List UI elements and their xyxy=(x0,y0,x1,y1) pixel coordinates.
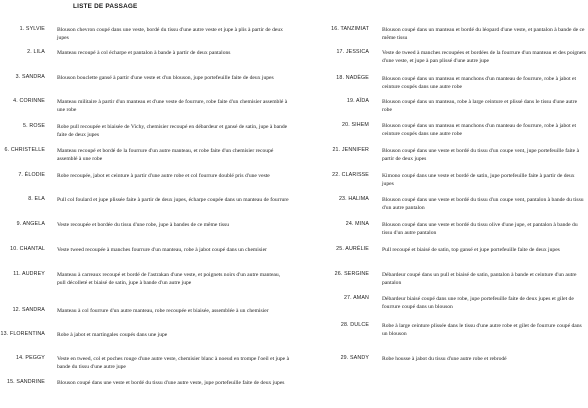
model-name: 3. SANDRA xyxy=(15,74,45,80)
model-name: 25. AURÉLIE xyxy=(336,246,369,252)
model-name: 17. JESSICA xyxy=(336,49,369,55)
outfit-description: Débardeur biaisé coupé dans une robe, jupe portefeuille faite de deux jupes et gilet de fourrure coupé dans un blouson xyxy=(382,296,574,310)
outfit-description: Blouson coupé dans un manteau et manchons d'un manteau de fourrure, robe à jabot et ceinture coupés dans une autre robe xyxy=(382,123,577,137)
model-name: 11. AUDREY xyxy=(13,271,45,277)
model-name: 23. HALIMA xyxy=(338,196,369,202)
model-name: 4. CORINNE xyxy=(13,98,45,104)
model-name: 9. ANGELA xyxy=(16,221,45,227)
outfit-description: Blouson bouclette gansé à partir d'une veste et d'un blouson, jupe portefeuille faite de deux jupes xyxy=(57,75,274,81)
outfit-description: Blouson coupé dans une veste et bordé du tissu olive d'une jupe, et pantalon à bande du tissu d'un autre pantalon xyxy=(382,222,578,236)
model-name: 16. TANZIMIAT xyxy=(331,26,369,32)
model-name: 19. AÏDA xyxy=(346,98,369,104)
model-name: 18. NADÈGE xyxy=(336,75,369,81)
model-name: 8. ELA xyxy=(28,196,45,202)
model-name: 29. SANDY xyxy=(340,355,369,361)
outfit-description: Robe à jabot et martingales coupés dans une jupe xyxy=(57,332,168,338)
model-name: 1. SYLVIE xyxy=(19,26,45,32)
model-name: 2. LILA xyxy=(27,49,45,55)
model-name: 10. CHANTAL xyxy=(10,246,45,252)
model-name: 22. CLARISSE xyxy=(332,172,369,178)
model-name: 15. SANDRINE xyxy=(6,379,45,385)
model-name: 6. CHRISTELLE xyxy=(4,147,45,153)
model-name: 20. SIHEM xyxy=(342,122,369,128)
outfit-description: Débardeur coupé dans un pull et biaisé de satin, pantalon à bande et ceinture d'un autre pantalon xyxy=(382,272,577,286)
model-name: 26. SERGINE xyxy=(334,271,369,277)
outfit-description: Robe pull recoupée et biaisée de Vichy, chemisier recoupé en débardeur et gansé de satin, jupe à bande faite de deux jupes xyxy=(57,124,288,138)
outfit-description: Blouson coupé dans un manteau et manchons d'un manteau de fourrure, robe à jabot et ceinture coupés dans une autre robe xyxy=(382,76,577,90)
outfit-description: Veste tweed recoupée à manches fourrure d'un manteau, robe à jabot coupé dans un chemisier xyxy=(57,247,267,253)
outfit-description: Blouson coupé dans une veste et bordé du tissu d'une autre veste, jupe portefeuille faite de deux jupes xyxy=(57,380,285,386)
model-name: 13. FLORENTINA xyxy=(0,331,45,337)
outfit-description: Blouson coupé dans une veste et bordé du tissu d'un coupe vent, jupe portefeuille faite à partir de deux jupes xyxy=(382,148,580,162)
outfit-description: Manteau à carreaux recoupé et bordé de l'astrakan d'une veste, et poignets noirs d'un autre manteau, pull décolleté et biaisé de satin, jupe à bande d'un autre jupe xyxy=(57,272,281,286)
outfit-description: Robe à large ceinture plissée dans le tissu d'une autre robe et gilet de fourrure coupé dans un blouson xyxy=(382,323,582,337)
outfit-description: Veste de tweed à manches recoupées et bordées de la fourrure d'un manteau et des poignets d'une veste, et jupe à pan plissé d'une autre jupe xyxy=(382,50,587,64)
model-name: 24. MINA xyxy=(345,221,369,227)
page-title: LISTE DE PASSAGE xyxy=(73,3,138,10)
model-name: 5. ROSE xyxy=(23,123,45,129)
outfit-description: Manteau recoupé et bordé de la fourrure d'un autre manteau, et robe faite d'un chemisier recoupé assemblé à une robe xyxy=(57,148,274,162)
outfit-description: Blouson coupé dans un manteau et bordé du léopard d'une veste, et pantalon à bande de ce même tissu xyxy=(382,27,585,41)
model-name: 27. AMAN xyxy=(343,295,369,301)
model-name: 21. JENNIFER xyxy=(332,147,369,153)
outfit-description: Manteau à col fourrure d'un autre manteau, robe recoupée et biaisée, assemblée à un chemisier xyxy=(57,308,269,314)
model-name: 7. ÉLODIE xyxy=(18,172,45,178)
outfit-description: Kimono coupé dans une veste et bordé de satin, jupe portefeuille faite à partir de deux jupes xyxy=(382,173,575,187)
outfit-description: Pull col foulard et jupe plissée faite à partir de deux jupes, écharpe coupée dans un manteau de fourrure xyxy=(57,197,289,203)
outfit-description: Blouson chevron coupé dans une veste, bordé du tissu d'une autre veste et jupe à plis à partir de deux jupes xyxy=(57,27,283,41)
outfit-description: Pull recoupé et biaisé de satin, top gansé et jupe portefeuille faite de deux jupes xyxy=(382,247,560,253)
outfit-description: Robe recoupée, jabot et ceinture à partir d'une autre robe et col fourrure doublé pris d'une veste xyxy=(57,173,270,179)
model-name: 14. PEGGY xyxy=(15,355,45,361)
outfit-description: Manteau militaire à partir d'un manteau et d'une veste de fourrure, robe faite d'un chemisier assemblé à une robe xyxy=(57,99,288,113)
outfit-description: Manteau recoupé à col écharpe et pantalon à bande à partir de deux pantalons xyxy=(57,50,231,56)
outfit-description: Blouson coupé dans un manteau, robe à large ceinture et plissé dans le tissu d'une autre robe xyxy=(382,99,578,113)
outfit-description: Robe housse à jabot du tissu d'une autre robe et rebrodé xyxy=(382,356,507,362)
outfit-description: Veste en tweed, col et poches rouge d'une autre veste, chemisier blanc à noeud en trompe l'oeil et jupe à bande du tissu d'une autre jupe xyxy=(57,356,290,370)
outfit-description: Veste recoupée et bordée du tissu d'une robe, jupe à bandes de ce même tissu xyxy=(57,222,230,228)
model-name: 28. DULCE xyxy=(340,322,369,328)
model-name: 12. SANDRA xyxy=(12,307,45,313)
outfit-description: Blouson coupé dans une veste et bordé du tissu d'un coupe vent, pantalon à bande du tissu d'un autre pantalon xyxy=(382,197,584,211)
